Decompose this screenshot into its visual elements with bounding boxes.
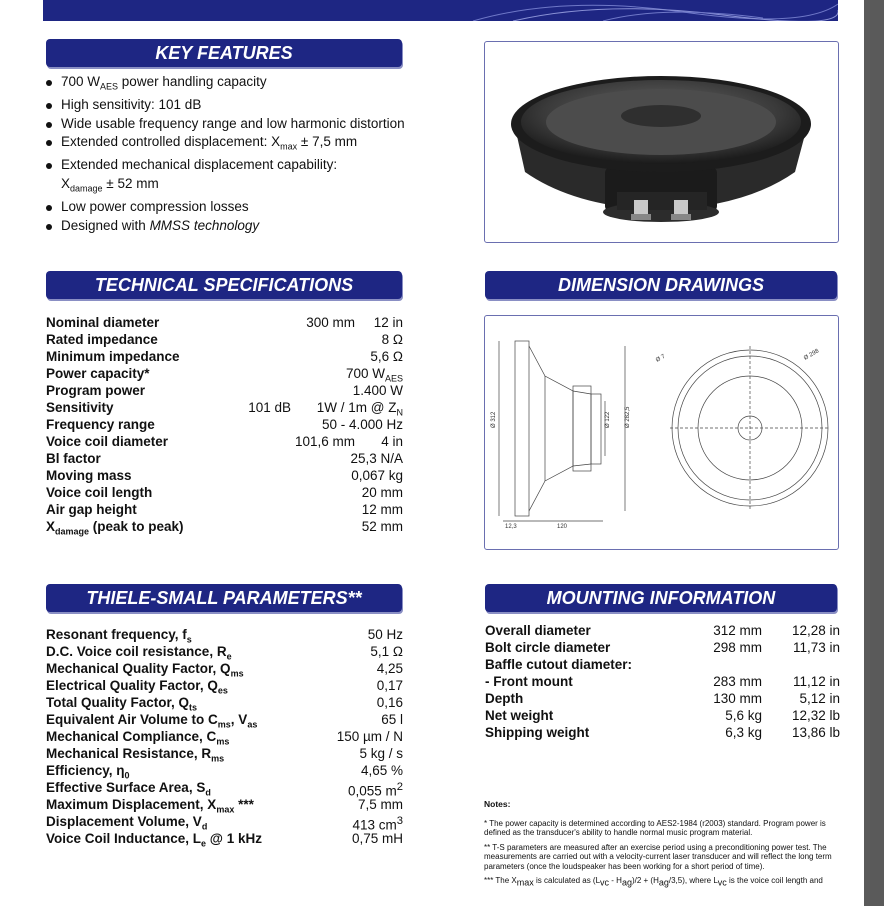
ts-label-subscript: 0: [124, 770, 130, 781]
spec-row: [46, 348, 403, 365]
notes-title: Notes:: [484, 799, 511, 809]
spec-value: 1.400 W: [352, 383, 403, 398]
feature-item: [46, 156, 405, 175]
spec-row: [46, 365, 403, 382]
ts-value: 4,65 %: [360, 763, 403, 778]
dim-312-label: Ø 312: [491, 411, 497, 428]
feature-text: Designed with: [61, 217, 150, 233]
notes-section: [484, 800, 839, 893]
feature-text: High sensitivity: 101 dB: [61, 97, 202, 113]
top-banner: [43, 0, 838, 21]
mounting-value-metric: 5,6 kg: [725, 708, 762, 723]
feature-text: X: [61, 175, 71, 191]
feature-item: [46, 175, 405, 198]
mounting-row: [485, 690, 840, 707]
mounting-value-metric: 283 mm: [713, 674, 762, 689]
ts-label-tail: ***: [234, 797, 254, 812]
spec-value: 5,6 Ω: [370, 349, 403, 364]
mounting-information-header: MOUNTING INFORMATION: [485, 584, 837, 612]
spec-label: Rated impedance: [46, 332, 158, 347]
mounting-row: [485, 656, 840, 673]
ts-label-subscript: s: [186, 634, 192, 645]
dimension-drawings-header: DIMENSION DRAWINGS: [485, 271, 837, 299]
feature-text: Extended mechanical displacement capability:: [61, 157, 338, 173]
ts-label-subscript: ms: [230, 668, 244, 679]
ts-row: [46, 745, 403, 762]
mounting-row: [485, 673, 840, 690]
spec-value: 0,067 kg: [351, 468, 403, 483]
ts-label-text: Mechanical Compliance, C: [46, 729, 217, 744]
spec-label: Minimum impedance: [46, 349, 180, 364]
ts-label-subscript: e: [201, 838, 207, 849]
ts-value: 150 µm / N: [336, 729, 403, 744]
mounting-value-metric: 312 mm: [713, 623, 762, 638]
dim-122-label: Ø 122: [605, 411, 611, 428]
feature-item: [46, 115, 405, 134]
mounting-row: [485, 639, 840, 656]
spec-value: 25,3 N/A: [350, 451, 403, 466]
spec-label-tail: (peak to peak): [89, 519, 184, 534]
ts-row: [46, 813, 403, 833]
ts-label-text: Efficiency, η: [46, 763, 125, 778]
ts-label-text: D.C. Voice coil resistance, R: [46, 644, 227, 659]
ts-label-text: Resonant frequency, f: [46, 627, 187, 642]
ts-label-subscript: es: [217, 685, 228, 696]
ts-value: 4,25: [376, 661, 403, 676]
mounting-information-table: [485, 622, 840, 741]
ts-label-text: Effective Surface Area, S: [46, 780, 206, 795]
mounting-label: Net weight: [485, 708, 554, 723]
ts-row: [46, 711, 403, 728]
mounting-value-imperial: 5,12 in: [799, 691, 840, 706]
ts-label-text: Mechanical Quality Factor, Q: [46, 661, 231, 676]
ts-label-tail: , V: [230, 712, 248, 727]
spec-value: 20 mm: [361, 485, 403, 500]
spec-label: Nominal diameter: [46, 315, 160, 330]
mounting-value-metric: 6,3 kg: [725, 725, 762, 740]
feature-subscript: max: [280, 141, 298, 152]
ts-label-text: Mechanical Resistance, R: [46, 746, 212, 761]
ts-row: [46, 796, 403, 813]
dim-120-label: 120: [557, 524, 568, 530]
feature-text-tail: ± 52 mm: [102, 175, 159, 191]
feature-emphasis: MMSS technology: [149, 217, 260, 233]
ts-label: [46, 830, 262, 853]
spec-row: [46, 399, 403, 416]
window-edge-bar: [864, 0, 884, 906]
spec-value: 4 in: [381, 434, 403, 449]
spec-value: 12 mm: [361, 502, 403, 517]
thiele-small-header: THIELE-SMALL PARAMETERS**: [46, 584, 402, 612]
dim-12-3-label: 12,3: [505, 524, 517, 530]
spec-value-text: 1W / 1m @ Z: [316, 400, 397, 415]
feature-subscript: damage: [70, 183, 103, 194]
ts-value-text: 0,055 m: [347, 783, 397, 799]
spec-label: Air gap height: [46, 502, 137, 517]
ts-value: 0,16: [376, 695, 403, 710]
feature-item: [46, 133, 405, 156]
ts-value: 65 l: [381, 712, 403, 727]
mounting-row: [485, 622, 840, 639]
spec-value-text: 700 W: [345, 366, 385, 381]
feature-text: Wide usable frequency range and low harmonic distortion: [61, 115, 405, 131]
spec-label-text: X: [46, 519, 56, 534]
ts-value: 5 kg / s: [359, 746, 403, 761]
spec-row: [46, 382, 403, 399]
spec-label: Program power: [46, 383, 146, 398]
thiele-small-table: [46, 626, 403, 847]
dim-282-label: Ø 282,5: [625, 406, 631, 428]
mounting-value-metric: 298 mm: [713, 640, 762, 655]
spec-value: 12 in: [373, 315, 403, 330]
mounting-label: - Front mount: [485, 674, 573, 689]
ts-label-text: Equivalent Air Volume to C: [46, 712, 218, 727]
spec-value-subscript: AES: [384, 373, 403, 384]
spec-label: Bl factor: [46, 451, 101, 466]
dimension-drawing: [485, 316, 838, 549]
ts-row: [46, 728, 403, 745]
ts-row: [46, 762, 403, 779]
ts-label-subscript-2: as: [247, 719, 258, 730]
spec-label: Sensitivity: [46, 400, 114, 415]
ts-row: [46, 643, 403, 660]
feature-subscript: AES: [100, 81, 119, 92]
key-features-list: [46, 73, 405, 235]
ts-label-tail: @ 1 kHz: [206, 831, 262, 846]
spec-label: Voice coil diameter: [46, 434, 169, 449]
spec-label: [46, 518, 184, 541]
feature-item: [46, 73, 405, 96]
mounting-value-metric: 130 mm: [713, 691, 762, 706]
note-2: ** T-S parameters are measured after an exercise period using a preconditioning power test. The measurements are carried out with a velocity-current laser transducer and will reflect the long term parameters (once the loudspeaker has been working for a short period of time).: [484, 842, 832, 871]
mounting-label: Depth: [485, 691, 524, 706]
spec-value-subscript: N: [396, 407, 403, 418]
ts-label-text: Displacement Volume, V: [46, 814, 202, 829]
ts-value: 0,75 mH: [351, 831, 403, 846]
spec-value-primary: 101 dB: [248, 400, 291, 415]
feature-text: Extended controlled displacement: X: [61, 134, 281, 150]
spec-label: Voice coil length: [46, 485, 153, 500]
ts-value: 5,1 Ω: [370, 644, 403, 659]
feature-text-tail: ± 7,5 mm: [297, 134, 358, 150]
dimension-drawing-frame: [484, 315, 839, 550]
ts-label-text: Voice Coil Inductance, L: [46, 831, 202, 846]
ts-value-superscript: 3: [396, 815, 403, 827]
technical-specifications-header: TECHNICAL SPECIFICATIONS: [46, 271, 402, 299]
mounting-row: [485, 724, 840, 741]
spec-value: 8 Ω: [381, 332, 403, 347]
ts-label-subscript: e: [226, 651, 232, 662]
spec-row: [46, 450, 403, 467]
mounting-label: Bolt circle diameter: [485, 640, 611, 655]
ts-label-subscript: ms: [211, 753, 225, 764]
technical-specifications-table: [46, 314, 403, 535]
speaker-photo: [485, 42, 838, 242]
mounting-value-imperial: 13,86 lb: [791, 725, 840, 740]
mounting-value-imperial: 11,12 in: [792, 674, 840, 689]
feature-text: Low power compression losses: [61, 199, 249, 215]
spec-row: [46, 484, 403, 501]
spec-value: 50 - 4.000 Hz: [321, 417, 403, 432]
ts-row: [46, 779, 403, 799]
banner-swoosh-graphic: [43, 0, 838, 21]
ts-row: [46, 694, 403, 711]
spec-row: [46, 416, 403, 433]
ts-row: [46, 660, 403, 677]
spec-row: [46, 331, 403, 348]
ts-value-text: 413 cm: [352, 817, 397, 833]
ts-label-subscript: max: [216, 804, 235, 815]
spec-value: 52 mm: [361, 519, 403, 534]
ts-row: [46, 830, 403, 847]
spec-row: [46, 433, 403, 450]
spec-row: [46, 467, 403, 484]
ts-label-subscript: d: [201, 821, 208, 832]
key-features-header: KEY FEATURES: [46, 39, 402, 67]
mounting-value-imperial: 12,32 lb: [791, 708, 840, 723]
mounting-row: [485, 707, 840, 724]
ts-value: 7,5 mm: [357, 797, 403, 812]
mounting-label: Shipping weight: [485, 725, 590, 740]
ts-value: 50 Hz: [367, 627, 403, 642]
feature-item: [46, 217, 405, 236]
ts-value-superscript: 2: [396, 781, 403, 793]
ts-value: 0,17: [376, 678, 403, 693]
mounting-value-imperial: 11,73 in: [792, 640, 840, 655]
spec-row: [46, 518, 403, 535]
spec-label: Moving mass: [46, 468, 132, 483]
feature-item: [46, 96, 405, 115]
dim-298-label: Ø 298: [803, 348, 821, 362]
spec-value-primary: 300 mm: [306, 315, 355, 330]
spec-label: Frequency range: [46, 417, 155, 432]
mounting-label: Baffle cutout diameter:: [485, 657, 633, 672]
product-photo-frame: [484, 41, 839, 243]
ts-label-text: Maximum Displacement, X: [46, 797, 217, 812]
ts-label-subscript: d: [205, 787, 211, 798]
ts-row: [46, 626, 403, 643]
spec-row: [46, 314, 403, 331]
spec-label-subscript: damage: [55, 526, 90, 537]
mounting-label: Overall diameter: [485, 623, 591, 638]
ts-label-subscript: ms: [216, 736, 230, 747]
feature-item: [46, 198, 405, 217]
spec-row: [46, 501, 403, 518]
mounting-value-imperial: 12,28 in: [791, 623, 840, 638]
ts-label-text: Electrical Quality Factor, Q: [46, 678, 218, 693]
ts-label-subscript: ms: [217, 719, 231, 730]
ts-label-text: Total Quality Factor, Q: [46, 695, 190, 710]
feature-text-tail: power handling capacity: [118, 74, 267, 89]
ts-label-subscript: ts: [189, 702, 198, 713]
spec-label: Power capacity*: [46, 366, 150, 381]
note-3: *** The $X_{max}$ is calculated as $(L_{vc} - H_{ag})/2 + (H_{ag}/3,5)$, where $L_{vc}$ is the voice coil length and: [484, 876, 823, 888]
feature-text: 700 W: [61, 74, 101, 89]
dim-7-label: Ø 7: [655, 353, 667, 364]
note-1: * The power capacity is determined according to AES2-1984 (r2003) standard. Program power is defined as the transducer's ability to handle normal music program material.: [484, 818, 826, 837]
ts-row: [46, 677, 403, 694]
spec-value-primary: 101,6 mm: [294, 434, 355, 449]
